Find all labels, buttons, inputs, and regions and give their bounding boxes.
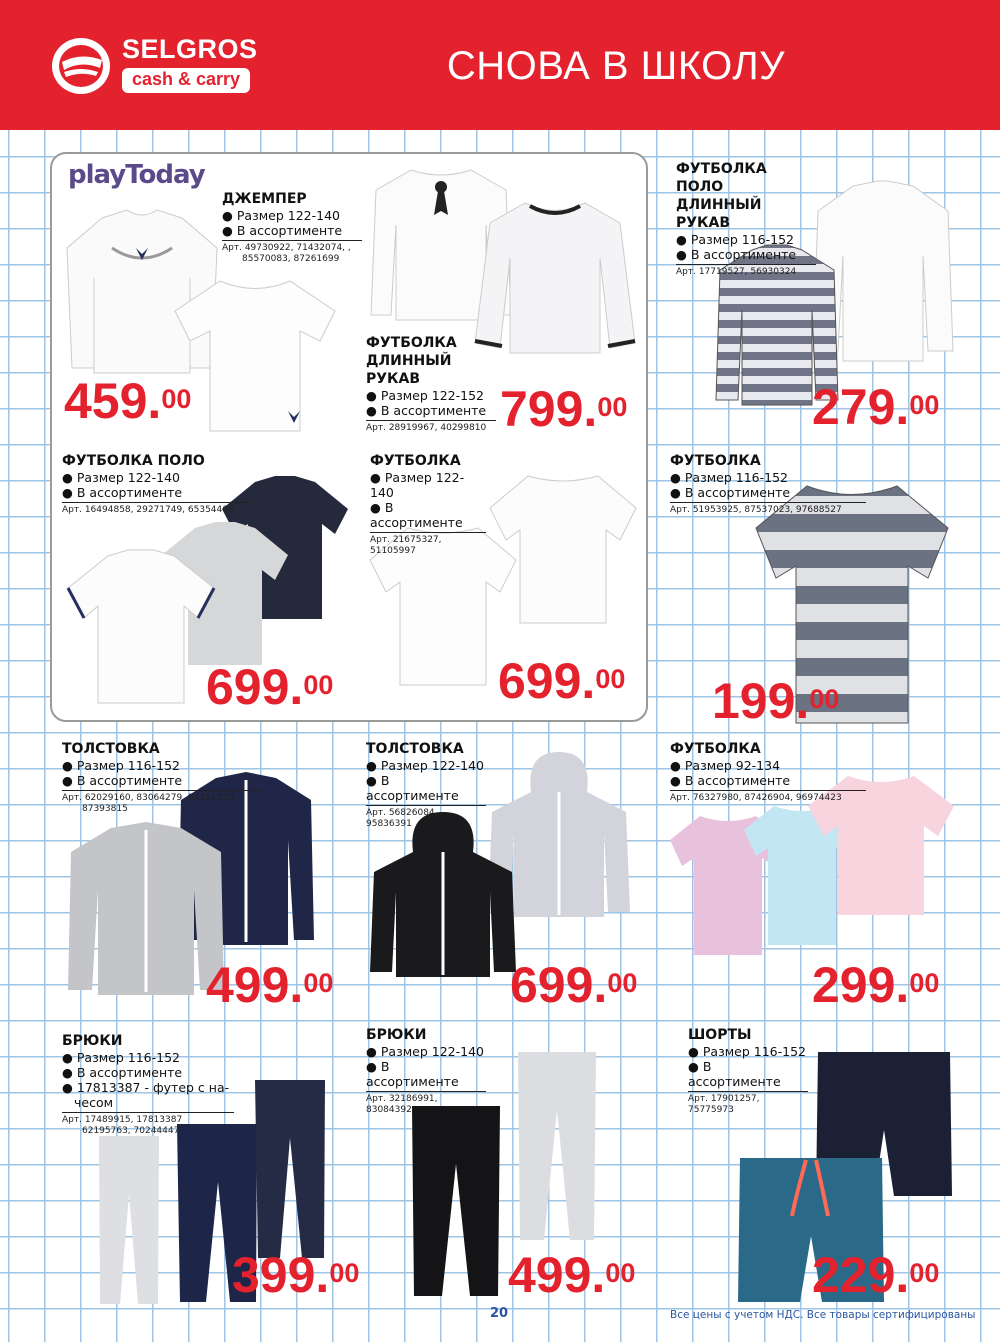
product-tshirt-pastel [670,740,866,804]
price-main: 299. [812,957,910,1013]
product-polo [62,452,252,516]
price-main: 279. [812,379,910,435]
product-tshirt-striped [670,452,866,516]
tshirt-white-image [170,276,340,436]
product-size: ● Размер 116-152 [62,1050,180,1065]
price-sweatshirt-bomber [206,957,334,1013]
product-article: Арт. 49730922, 71432074, , [222,240,362,254]
product-assortment: ● В ассортименте [688,1059,781,1089]
brand-logo-playtoday: playToday [68,160,205,190]
product-assortment: ● В ассортименте [62,773,183,788]
price-tshirt-pastel [812,957,940,1013]
price-main: 699. [510,957,608,1013]
selgros-logo[interactable] [50,34,260,98]
price-main: 799. [500,381,598,437]
logo-name: SELGROS [122,34,258,64]
product-size: ● Размер 116-152 [62,758,180,773]
product-size: ● Размер 116-152 [670,470,788,485]
page-number: 20 [490,1306,509,1321]
price-main: 459. [64,373,162,429]
grey-bomber-image [66,820,226,1000]
product-assortment: ● В ассортименте [62,1065,183,1080]
price-long-sleeve-tshirt [500,381,628,437]
product-note: ● 17813387 - футер с на- [62,1080,230,1095]
product-size: ● Размер 122-140 [62,470,180,485]
product-name-line2: ДЛИННЫЙ РУКАВ [676,197,762,231]
page-title: СНОВА В ШКОЛУ [446,44,785,88]
product-polo-long-sleeve [676,160,816,278]
price-cents: 00 [303,968,334,998]
product-note-cont: чесом [74,1095,114,1110]
price-cents: 00 [605,1258,636,1288]
product-name: ФУТБОЛКА [370,453,461,469]
product-hoodie [366,740,486,830]
logo-dish-icon [50,36,112,96]
product-article: Арт. 62029160, 83064279, 84181528, [62,790,262,804]
price-cents: 00 [329,1258,360,1288]
product-article: Арт. 17489915, 17813387 [62,1112,234,1126]
product-article-cont: 87393815 [82,804,128,814]
price-hoodie [510,957,638,1013]
price-polo [206,659,334,715]
page-header [0,0,1000,130]
product-size: ● Размер 92-134 [670,758,781,773]
product-name: ШОРТЫ [688,1027,752,1043]
product-article-cont: 62195763, 70244447 [82,1126,180,1136]
product-assortment: ● В ассортименте [366,1059,459,1089]
price-trousers [232,1247,360,1303]
white-polo-image [66,548,216,708]
product-tshirt-white [370,452,486,557]
footer-disclaimer: Все цены с учетом НДС. Все товары сертифицированы [670,1309,976,1321]
product-name: ФУТБОЛКА [670,453,761,469]
price-tshirt-white [498,653,626,709]
product-article: Арт. 21675327, 51105997 [370,532,486,557]
product-name: ФУТБОЛКА [670,741,761,757]
product-assortment: ● В ассортименте [670,485,791,500]
product-name: ФУТБОЛКА ПОЛО [676,161,767,195]
product-size: ● Размер 116-152 [676,232,794,247]
product-name: ФУТБОЛКА ПОЛО [62,453,205,469]
navy-trousers-image [250,1078,330,1264]
product-assortment: ● В ассортименте [222,223,343,238]
price-cents: 00 [909,1258,940,1288]
price-main: 499. [508,1247,606,1303]
price-main: 229. [812,1247,910,1303]
price-main: 199. [712,673,810,729]
product-article: Арт. 51953925, 87537023, 97688527 [670,502,866,516]
product-sweatshirt-bomber [62,740,262,815]
price-cents: 00 [809,684,840,714]
product-name: ФУТБОЛКА [366,335,457,351]
price-cents: 00 [161,384,192,414]
product-trousers-2 [366,1026,486,1116]
product-article: Арт. 28919967, 40299810 [366,420,496,434]
product-size: ● Размер 122-140 [222,208,340,223]
price-tshirt-striped [712,673,840,729]
product-name: БРЮКИ [366,1027,427,1043]
product-assortment: ● В ассортименте [370,500,463,530]
product-name: ТОЛСТОВКА [366,741,464,757]
price-main: 699. [498,653,596,709]
product-assortment: ● В ассортименте [676,247,797,262]
product-shorts [688,1026,808,1116]
product-name: БРЮКИ [62,1033,123,1049]
logo-tagline: cash & carry [122,68,250,93]
price-shorts [812,1247,940,1303]
product-article: Арт. 56826084, 95836391 [366,805,486,830]
price-cents: 00 [909,390,940,420]
price-jumper [64,373,192,429]
product-article: Арт. 76327980, 87426904, 96974423 [670,790,866,804]
price-cents: 00 [607,968,638,998]
product-article-cont: 85570083, 87261699 [242,254,340,264]
price-main: 399. [232,1247,330,1303]
product-jumper [222,190,362,265]
price-polo-long-sleeve [812,379,940,435]
product-assortment: ● В ассортименте [62,485,183,500]
product-size: ● Размер 122-140 [366,1044,484,1059]
black-trousers-image [408,1104,504,1300]
product-trousers [62,1032,234,1137]
black-hoodie-image [368,812,518,982]
price-cents: 00 [597,392,628,422]
grey-jogger-image [94,1134,164,1310]
product-article: Арт. 17901257, 75775973 [688,1091,808,1116]
price-main: 499. [206,957,304,1013]
price-cents: 00 [303,670,334,700]
product-size: ● Размер 116-152 [688,1044,806,1059]
price-cents: 00 [909,968,940,998]
product-article: Арт. 17719527, 56930324 [676,264,816,278]
product-long-sleeve-tshirt [366,334,496,434]
product-article: Арт. 32186991, 83084392 [366,1091,486,1116]
product-size: ● Размер 122-152 [366,388,484,403]
product-size: ● Размер 122-140 [370,470,465,500]
grey-trousers-image [514,1050,600,1246]
product-article: Арт. 16494858, 29271749, 65354466 [62,502,252,516]
product-size: ● Размер 122-140 [366,758,484,773]
product-name: ТОЛСТОВКА [62,741,160,757]
product-name: ДЖЕМПЕР [222,191,307,207]
price-trousers-2 [508,1247,636,1303]
product-assortment: ● В ассортименте [366,773,459,803]
product-name-line2: ДЛИННЫЙ РУКАВ [366,353,452,387]
product-assortment: ● В ассортименте [670,773,791,788]
price-main: 699. [206,659,304,715]
price-cents: 00 [595,664,626,694]
product-assortment: ● В ассортименте [366,403,487,418]
